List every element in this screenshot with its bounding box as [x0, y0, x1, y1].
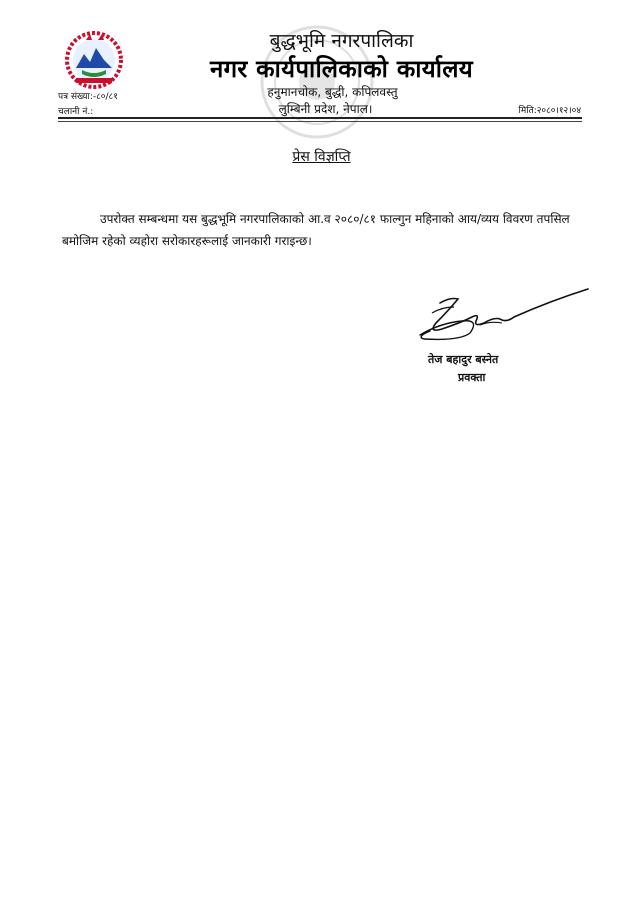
office-name: नगर कार्यपालिकाको कार्यालय: [209, 55, 474, 83]
handwritten-signature: [410, 283, 595, 353]
header-divider-thin: [58, 121, 582, 122]
dispatch-number: चलानी नं.:: [58, 107, 94, 117]
address-line-1: हनुमानचोक, बुद्धी, कपिलवस्तु: [267, 85, 398, 99]
municipality-name: बुद्धभूमि नगरपालिका: [269, 30, 414, 52]
signatory-name: तेज बहादुर बस्नेत: [428, 353, 499, 366]
notice-title: प्रेस विज्ञप्ति: [292, 149, 351, 165]
signatory-role: प्रवक्ता: [458, 371, 486, 384]
address-line-2: लुम्बिनी प्रदेश, नेपाल।: [278, 102, 373, 116]
header-divider-thick: [58, 117, 582, 119]
notice-body: उपरोक्त सम्बन्धमा यस बुद्धभूमि नगरपालिकाको आ.व २०८०/८१ फाल्गुन महिनाको आय/व्यय विवरण तपसिल बमोजिम रहेको व्यहोरा सरोकारहरूलाई जानकारी गराइन्छ।: [62, 212, 570, 248]
letter-number: पत्र संख्या:-८०/८१: [58, 92, 118, 102]
letter-date: मिति:२०८०।१२।०४: [518, 106, 581, 116]
